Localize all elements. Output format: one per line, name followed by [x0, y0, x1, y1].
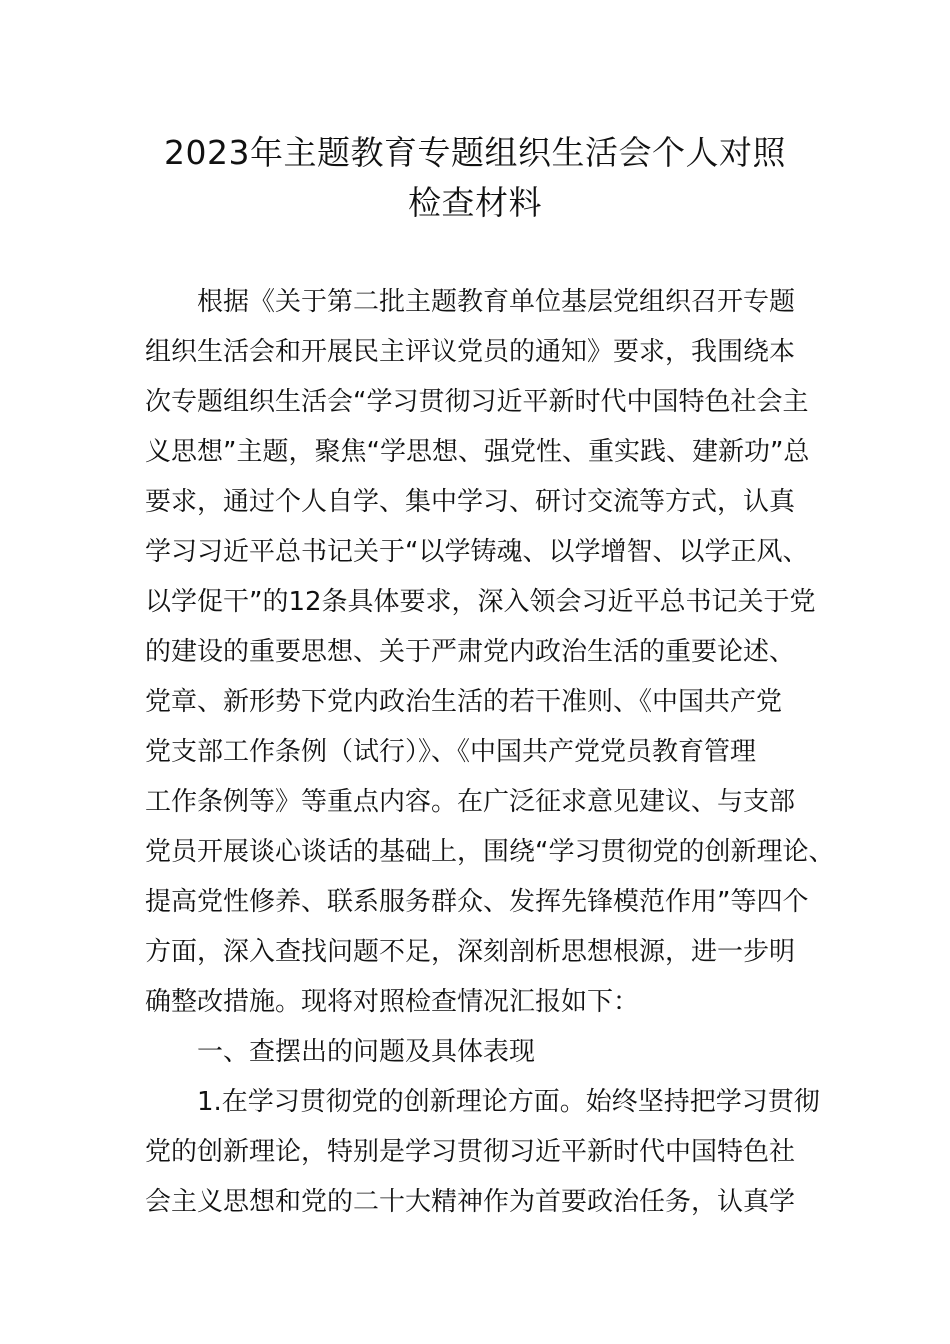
title-line-2: 检查材料 [408, 183, 542, 222]
title-line-1: 2023年主题教育专题组织生活会个人对照 [164, 133, 786, 172]
document-title [120, 128, 830, 228]
paragraph-line: 要求，通过个人自学、集中学习、研讨交流等方式，认真 [145, 487, 796, 517]
section-heading: 一、查摆出的问题及具体表现 [197, 1037, 536, 1067]
paragraph-line: 党章、新形势下党内政治生活的若干准则、《中国共产党 [145, 687, 783, 717]
paragraph-line: 1.在学习贯彻党的创新理论方面。始终坚持把学习贯彻 [197, 1087, 820, 1117]
paragraph-line: 学习习近平总书记关于“以学铸魂、以学增智、以学正风、 [145, 537, 809, 567]
paragraph-line: 组织生活会和开展民主评议党员的通知》要求，我围绕本 [145, 337, 796, 367]
paragraph-line: 确整改措施。现将对照检查情况汇报如下： [145, 987, 640, 1017]
paragraph-line: 次专题组织生活会“学习贯彻习近平新时代中国特色社会主 [145, 387, 809, 417]
paragraph-line: 党员开展谈心谈话的基础上，围绕“学习贯彻党的创新理论、 [145, 837, 835, 867]
paragraph-line: 党的创新理论，特别是学习贯彻习近平新时代中国特色社 [145, 1137, 796, 1167]
paragraph-line: 党支部工作条例（试行）》、《中国共产党党员教育管理 [145, 737, 757, 767]
paragraph-line: 方面，深入查找问题不足，深刻剖析思想根源，进一步明 [145, 937, 796, 967]
paragraph-line: 会主义思想和党的二十大精神作为首要政治任务，认真学 [145, 1187, 796, 1217]
document-body [145, 277, 835, 1227]
paragraph-line: 根据《关于第二批主题教育单位基层党组织召开专题 [197, 287, 796, 317]
paragraph-line: 提高党性修养、联系服务群众、发挥先锋模范作用”等四个 [145, 887, 809, 917]
paragraph-line: 的建设的重要思想、关于严肃党内政治生活的重要论述、 [145, 637, 796, 667]
paragraph-line: 以学促干”的12条具体要求，深入领会习近平总书记关于党 [145, 587, 816, 617]
paragraph-line: 工作条例等》等重点内容。在广泛征求意见建议、与支部 [145, 787, 796, 817]
paragraph-line: 义思想”主题，聚焦“学思想、强党性、重实践、建新功”总 [145, 437, 810, 467]
